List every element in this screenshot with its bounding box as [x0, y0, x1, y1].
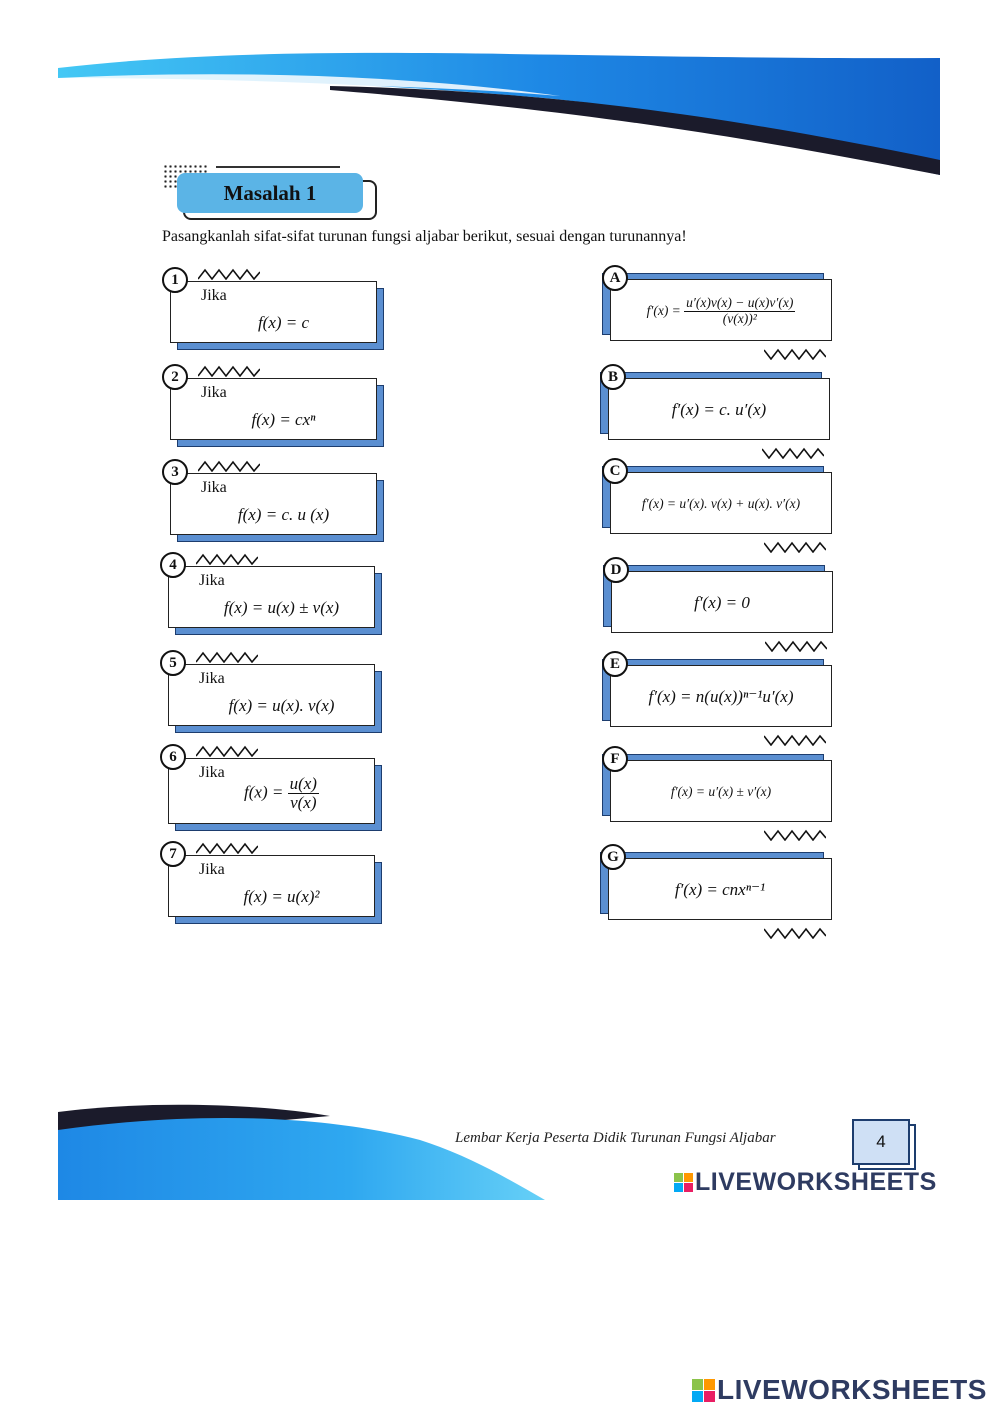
card-number-badge: 2 — [162, 364, 188, 390]
right-card-G[interactable] — [607, 848, 832, 920]
brand-text: LIVEWORKSHEETS — [717, 1374, 987, 1405]
zigzag-icon — [198, 365, 260, 377]
card-letter-badge: C — [602, 458, 628, 484]
card-number-badge: 5 — [160, 650, 186, 676]
card-label: Jika — [199, 572, 225, 589]
fraction-denominator: (v(x))² — [722, 310, 757, 326]
card-formula: f(x) = c — [257, 313, 310, 332]
instruction-text: Pasangkanlah sifat-sifat turunan fungsi aljabar berikut, sesuai dengan turunannya! — [162, 228, 687, 245]
card-formula: f′(x) = c. u′(x) — [671, 400, 767, 419]
zigzag-icon — [196, 553, 258, 565]
zigzag-icon — [764, 734, 826, 746]
fraction-denominator: v(x) — [290, 792, 317, 812]
card-number-badge: 3 — [162, 459, 188, 485]
footer-caption: Lembar Kerja Peserta Didik Turunan Fungsi Aljabar — [455, 1130, 776, 1146]
zigzag-icon — [764, 927, 826, 939]
zigzag-icon — [764, 348, 826, 360]
right-card-B[interactable] — [607, 368, 830, 440]
left-card-6[interactable] — [168, 748, 375, 824]
zigzag-icon — [196, 745, 258, 757]
left-card-7[interactable] — [168, 845, 375, 917]
card-letter-badge: A — [602, 265, 628, 291]
formula-lhs: f′(x) = — [646, 303, 681, 318]
card-letter-badge: F — [602, 746, 628, 772]
section-title — [177, 173, 363, 213]
section-title-text: Masalah 1 — [223, 180, 317, 205]
card-formula: f(x) = u(x) ± v(x) — [223, 598, 340, 617]
liveworksheets-logo — [674, 1168, 937, 1197]
card-formula: f′(x) = n(u(x))ⁿ⁻¹u′(x) — [648, 687, 794, 706]
card-number-badge: 1 — [162, 267, 188, 293]
card-formula — [169, 775, 374, 812]
liveworksheets-logo-icon — [692, 1379, 715, 1402]
card-formula: f′(x) = cnxⁿ⁻¹ — [674, 880, 766, 899]
fraction — [288, 775, 319, 812]
card-label: Jika — [201, 479, 227, 496]
card-label: Jika — [199, 764, 225, 781]
zigzag-icon — [762, 447, 824, 459]
zigzag-icon — [764, 829, 826, 841]
left-card-2[interactable] — [170, 368, 377, 440]
left-card-3[interactable] — [170, 463, 377, 535]
card-number-badge: 4 — [160, 552, 186, 578]
left-card-5[interactable] — [168, 654, 375, 726]
right-card-E[interactable] — [609, 655, 832, 727]
zigzag-icon — [196, 842, 258, 854]
fraction-numerator: u(x) — [289, 774, 317, 793]
right-card-F[interactable] — [610, 750, 832, 822]
card-letter-badge: E — [602, 651, 628, 677]
right-card-D[interactable] — [610, 561, 833, 633]
card-formula: f(x) = u(x)² — [243, 887, 320, 906]
card-number-badge: 7 — [160, 841, 186, 867]
header-wave — [0, 0, 1000, 200]
fraction-numerator: u′(x)v(x) − u(x)v′(x) — [686, 295, 794, 311]
zigzag-icon — [198, 460, 260, 472]
liveworksheets-watermark — [692, 1374, 987, 1406]
zigzag-icon — [196, 651, 258, 663]
card-letter-badge: G — [600, 844, 626, 870]
card-letter-badge: B — [600, 364, 626, 390]
card-formula: f′(x) = 0 — [694, 593, 750, 612]
page-number: 4 — [852, 1119, 910, 1165]
fraction — [684, 296, 795, 325]
card-letter-badge: D — [603, 557, 629, 583]
zigzag-icon — [765, 640, 827, 652]
brand-text: LIVEWORKSHEETS — [695, 1168, 937, 1196]
card-number-badge: 6 — [160, 744, 186, 770]
card-formula: f′(x) = u′(x). v(x) + u(x). v′(x) — [641, 496, 801, 511]
zigzag-icon — [198, 268, 260, 280]
right-card-A[interactable] — [609, 269, 832, 341]
right-card-C[interactable] — [609, 462, 832, 534]
card-label: Jika — [201, 384, 227, 401]
card-label: Jika — [199, 670, 225, 687]
title-line-decoration — [216, 166, 340, 168]
card-formula: f′(x) = u′(x) ± v′(x) — [670, 784, 772, 799]
formula-lhs: f(x) = — [244, 782, 284, 802]
left-card-1[interactable] — [170, 271, 377, 343]
card-label: Jika — [201, 287, 227, 304]
left-card-4[interactable] — [168, 556, 375, 628]
card-formula: f(x) = u(x). v(x) — [228, 696, 335, 715]
card-label: Jika — [199, 861, 225, 878]
card-formula — [611, 280, 831, 342]
card-formula: f(x) = cxⁿ — [251, 410, 316, 429]
card-formula: f(x) = c. u (x) — [237, 505, 330, 524]
zigzag-icon — [764, 541, 826, 553]
liveworksheets-logo-icon — [674, 1173, 693, 1192]
